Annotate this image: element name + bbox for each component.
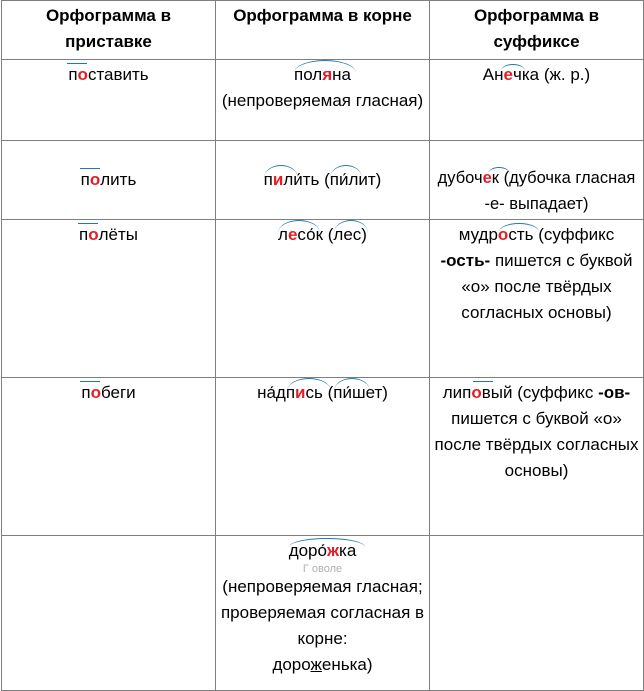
cell-prefix [2,220,216,378]
word-part: ка [339,541,357,560]
suffix-mark [488,167,510,174]
root-arc [289,538,365,547]
orthogram-letter: о [471,383,482,402]
orthogram-letter: о [497,225,509,244]
cell-note: (суффикс [538,225,615,244]
root-arc [330,165,362,178]
example-word [483,62,539,88]
example-word [278,222,323,248]
word-part: пол [294,65,323,84]
cell-note: (ж. р.) [543,65,591,84]
word-part: со́к [297,225,324,244]
example-word [459,222,534,248]
word-part: сь [305,383,323,402]
table-row [2,220,644,378]
cell-prefix [2,378,216,536]
header-root: Орфограмма в корне [216,1,430,60]
root-arc [287,378,331,391]
example-word [443,380,513,406]
check-text: (пи́шет) [327,383,388,402]
cell-prefix [2,60,216,141]
orthogram-letter: я [322,65,333,84]
word-part: Ан [482,65,504,84]
prefix-mark [80,168,100,170]
cell-suffix [430,60,644,141]
example-word [257,380,323,406]
check-word [324,167,381,193]
orthogram-letter: е [482,169,492,187]
word-part: п [81,383,91,402]
orthogram-letter: е [503,65,513,84]
example-word [68,62,148,88]
word-part: лёты [98,225,138,244]
word-part: мудр [458,225,498,244]
cell-suffix [430,536,644,691]
example-word [294,62,351,88]
example-word [81,380,135,406]
word-part: на [332,65,351,84]
cell-note: пишется с буквой «о» после твёрдых согласных основы) [434,409,639,480]
example-word [289,538,357,564]
suffix-label: -ость- [440,251,491,270]
word-part: доро́ [288,541,327,560]
orthogram-letter: о [88,225,99,244]
word-part: п [263,170,273,189]
table-row [2,141,644,220]
root-arc [334,220,368,233]
cell-note: (дубочка гласная -е- выпадает) [484,169,636,213]
word-part: п [79,225,89,244]
word-part: ли́ть [283,170,320,189]
cell-prefix [2,141,216,220]
header-row [2,1,644,60]
word-part: п [80,170,90,189]
word-part: дубоч [437,169,483,187]
table-row [2,378,644,536]
suffix-label: -ов- [598,383,631,402]
table-row [2,536,644,691]
orthogram-letter: о [90,383,101,402]
check-text: (пи́лит) [324,170,382,189]
word-part: сть [508,225,534,244]
word-part: енька) [321,655,373,674]
word-part: на́дп [257,383,296,402]
prefix-mark [78,223,98,225]
orthogram-letter: и [272,170,284,189]
header-suffix: Орфограмма в суффиксе [430,1,644,60]
orthogram-letter: ж [326,541,340,560]
word-part: п [68,65,78,84]
word-part: ставить [87,65,149,84]
orthogram-letter: и [295,383,306,402]
word-part: лип [442,383,472,402]
word-part: беги [100,383,136,402]
word-part: лить [100,170,137,189]
check-text: (лес) [327,225,367,244]
word-part: л [278,225,288,244]
header-prefix: Орфограмма в приставке [2,1,216,60]
cell-prefix [2,536,216,691]
orthogram-letter: е [287,225,298,244]
cell-root [216,141,430,220]
cell-root [216,60,430,141]
word-part: доро [272,655,311,674]
root-arc [294,60,356,73]
check-word [328,380,388,406]
cell-suffix [430,220,644,378]
prefix-mark [80,381,100,383]
cell-suffix [430,378,644,536]
ghost-text: Г оволе [302,563,343,575]
cell-note: (непроверяемая гласная) [221,91,424,110]
example-word [79,222,138,248]
check-word [328,222,367,248]
orthogram-table [1,0,644,691]
example-word [438,165,499,191]
cell-note: пишется с буквой «о» после твёрдых согласных основы) [461,251,633,322]
suffix-mark [473,381,493,383]
root-arc [264,165,298,178]
cell-note: (непроверяемая гласная; проверяемая согласная в корне: [220,577,425,648]
table-row [2,60,644,141]
cell-root [216,536,430,691]
word-part: к [491,169,500,187]
orthogram-letter: ж [310,655,322,674]
example-word [264,167,320,193]
cell-root [216,378,430,536]
prefix-mark [67,63,87,65]
cell-suffix [430,141,644,220]
orthogram-letter: о [77,65,88,84]
word-part: вый [481,383,513,402]
suffix-mark [501,64,525,71]
root-arc [334,378,370,391]
root-arc [278,220,320,233]
example-word [81,167,137,193]
cell-note: (суффикс [517,383,594,402]
cell-root [216,220,430,378]
orthogram-letter: о [89,170,101,189]
word-part: чка [513,65,540,84]
